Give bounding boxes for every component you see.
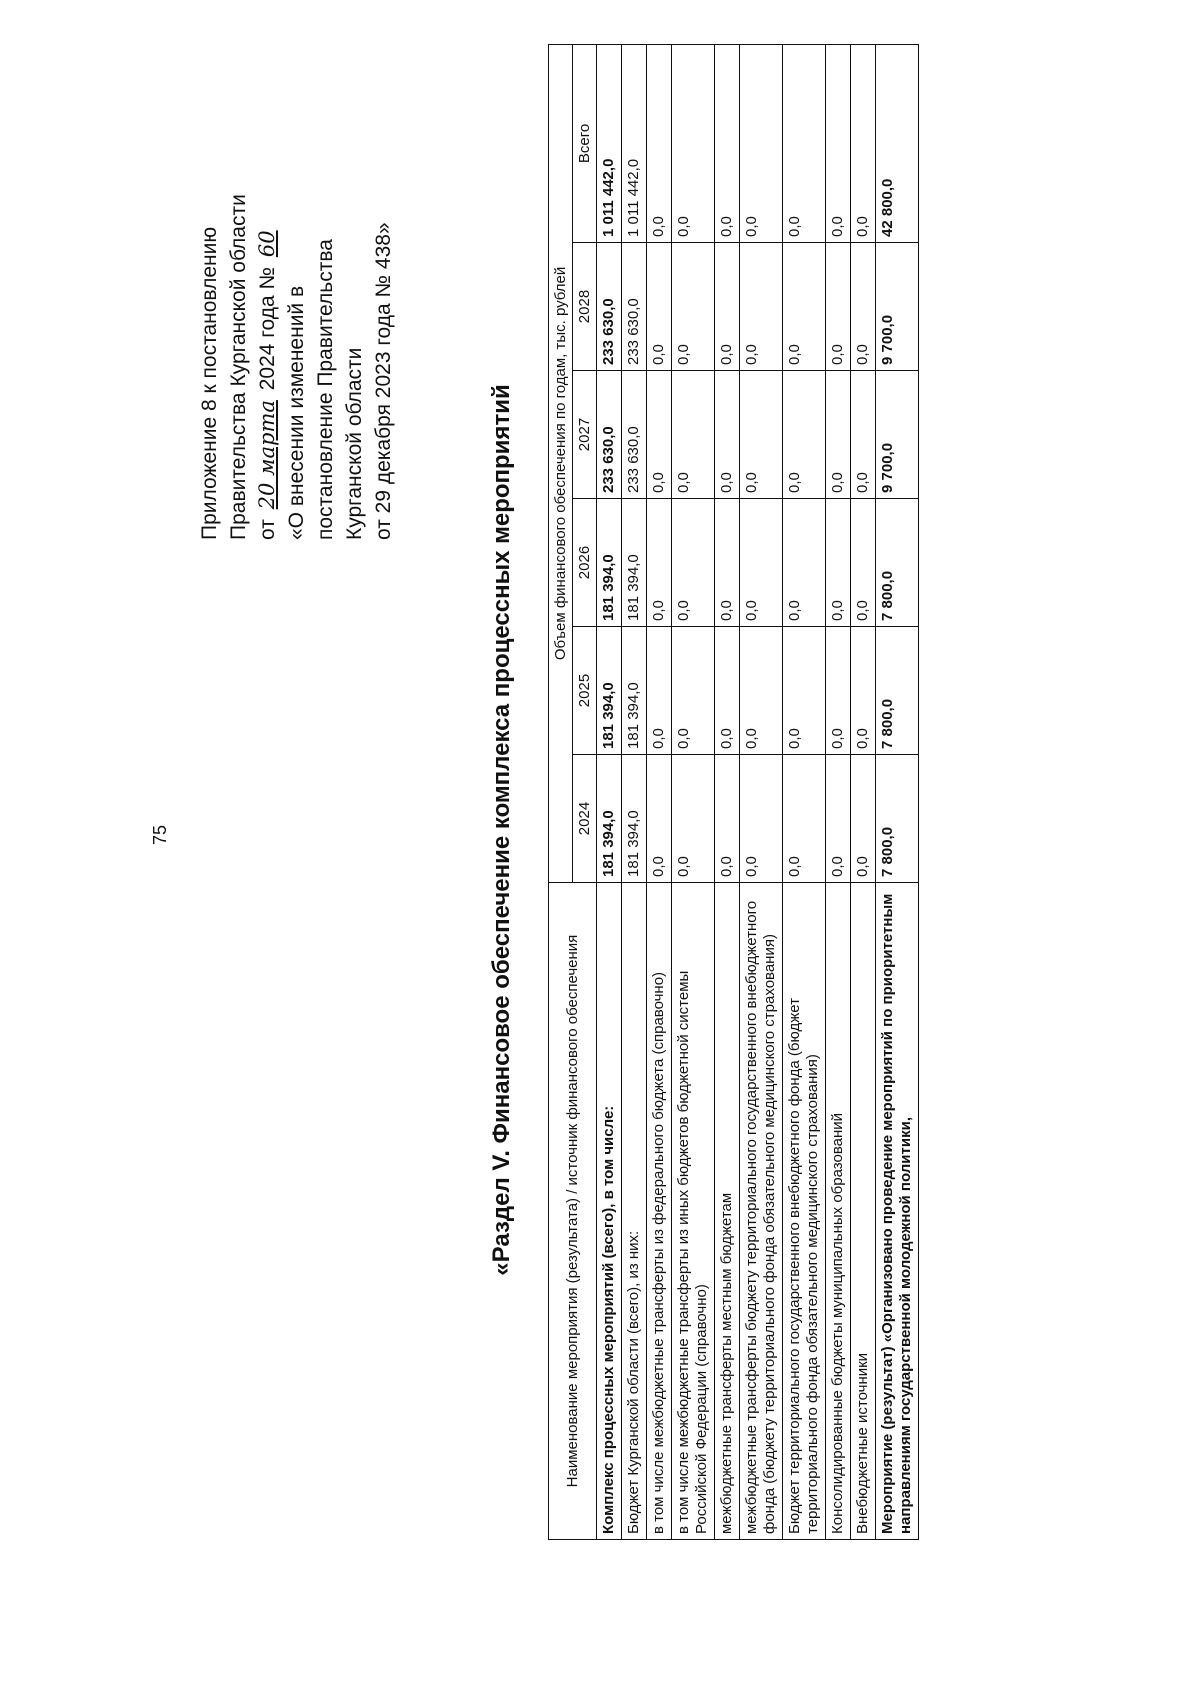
section-title: «Раздел V. Финансовое обеспечение комплекса процессных мероприятий	[488, 384, 515, 1276]
table-header-row	[549, 44, 573, 1539]
row-year-value: 181 394,0	[622, 499, 647, 627]
row-total-value: 0,0	[715, 44, 740, 242]
year-header: 2028	[573, 243, 597, 371]
row-year-value: 0,0	[851, 755, 876, 883]
table-row	[715, 44, 740, 1539]
row-year-value: 0,0	[783, 243, 826, 371]
table-row	[622, 44, 647, 1539]
row-year-value: 181 394,0	[622, 627, 647, 755]
row-label: Мероприятие (результат) «Организовано проведение мероприятий по приоритетным направлениям государственной молодежной политики,	[876, 883, 919, 1540]
row-year-value: 0,0	[826, 499, 851, 627]
table-row	[647, 44, 672, 1539]
year-header: 2025	[573, 627, 597, 755]
row-year-value: 0,0	[672, 371, 715, 499]
row-year-value: 0,0	[851, 499, 876, 627]
table-row	[876, 44, 919, 1539]
row-year-value: 0,0	[715, 371, 740, 499]
row-year-value: 7 800,0	[876, 499, 919, 627]
row-year-value: 0,0	[851, 243, 876, 371]
year-header: 2027	[573, 371, 597, 499]
row-year-value: 0,0	[740, 499, 783, 627]
appendix-line-1: Приложение 8 к постановлению	[198, 226, 221, 540]
row-year-value: 0,0	[826, 371, 851, 499]
year-header: 2026	[573, 499, 597, 627]
row-label: Бюджет Курганской области (всего), из них:	[622, 883, 647, 1540]
row-year-value: 0,0	[740, 627, 783, 755]
row-year-value: 181 394,0	[597, 755, 622, 883]
row-label: Внебюджетные источники	[851, 883, 876, 1540]
row-year-value: 0,0	[672, 499, 715, 627]
appendix-note	[195, 194, 398, 540]
table-row	[672, 44, 715, 1539]
row-year-value: 0,0	[647, 243, 672, 371]
row-year-value: 233 630,0	[622, 371, 647, 499]
handwritten-date: 20 марта	[255, 400, 279, 510]
appendix-line-6: Курганской области	[343, 347, 366, 540]
table-row	[597, 44, 622, 1539]
row-year-value: 181 394,0	[597, 499, 622, 627]
row-year-value: 181 394,0	[622, 755, 647, 883]
row-year-value: 0,0	[672, 627, 715, 755]
row-label: Консолидированные бюджеты муниципальных образований	[826, 883, 851, 1540]
row-year-value: 0,0	[851, 371, 876, 499]
appendix-line-4: «О внесении изменений в	[285, 285, 308, 540]
row-year-value: 233 630,0	[597, 243, 622, 371]
appendix-line-3	[253, 194, 282, 540]
row-year-value: 233 630,0	[622, 243, 647, 371]
page-number: 75	[150, 824, 170, 845]
row-label: в том числе межбюджетные трансферты из федерального бюджета (справочно)	[647, 883, 672, 1540]
year-header: 2024	[573, 755, 597, 883]
row-year-value: 0,0	[715, 243, 740, 371]
row-total-value: 0,0	[740, 44, 783, 242]
row-year-value: 0,0	[672, 755, 715, 883]
row-year-value: 0,0	[826, 243, 851, 371]
appendix-date-prefix: от	[256, 519, 279, 540]
row-label: Бюджет территориального государственного внебюджетного фонда (бюджет территориального фонда обязательного медицинского страхования)	[783, 883, 826, 1540]
financing-table	[548, 44, 919, 1540]
row-year-value: 0,0	[672, 243, 715, 371]
row-year-value: 7 800,0	[876, 755, 919, 883]
row-year-value: 0,0	[740, 243, 783, 371]
row-label: в том числе межбюджетные трансферты из иных бюджетов бюджетной системы Российской Федерации (справочно)	[672, 883, 715, 1540]
row-year-value: 0,0	[647, 755, 672, 883]
appendix-line-2: Правительства Курганской области	[227, 194, 250, 540]
row-year-value: 0,0	[715, 755, 740, 883]
row-total-value: 0,0	[672, 44, 715, 242]
total-header: Всего	[573, 44, 597, 242]
row-label: межбюджетные трансферты местным бюджетам	[715, 883, 740, 1540]
row-year-value: 0,0	[826, 755, 851, 883]
row-year-value: 0,0	[715, 499, 740, 627]
column-header-name: Наименование мероприятия (результата) / источник финансового обеспечения	[549, 883, 597, 1540]
handwritten-number: 60	[255, 230, 279, 258]
row-year-value: 0,0	[783, 499, 826, 627]
row-year-value: 7 800,0	[876, 627, 919, 755]
table-row	[740, 44, 783, 1539]
row-year-value: 9 700,0	[876, 371, 919, 499]
table-row	[826, 44, 851, 1539]
row-total-value: 0,0	[783, 44, 826, 242]
row-year-value: 181 394,0	[597, 627, 622, 755]
row-year-value: 0,0	[783, 371, 826, 499]
row-total-value: 42 800,0	[876, 44, 919, 242]
table-body	[597, 44, 919, 1539]
row-total-value: 0,0	[851, 44, 876, 242]
row-year-value: 9 700,0	[876, 243, 919, 371]
appendix-line-7: от 29 декабря 2023 года № 438»	[372, 222, 395, 540]
row-total-value: 0,0	[647, 44, 672, 242]
row-total-value: 0,0	[826, 44, 851, 242]
row-label: Комплекс процессных мероприятий (всего), в том числе:	[597, 883, 622, 1540]
row-year-value: 0,0	[783, 627, 826, 755]
row-year-value: 0,0	[647, 371, 672, 499]
row-total-value: 1 011 442,0	[597, 44, 622, 242]
row-total-value: 1 011 442,0	[622, 44, 647, 242]
row-year-value: 0,0	[783, 755, 826, 883]
row-year-value: 0,0	[826, 627, 851, 755]
row-year-value: 0,0	[647, 627, 672, 755]
appendix-line-5: постановление Правительства	[314, 239, 337, 540]
column-header-volume: Объем финансового обеспечения по годам, тыс. рублей	[549, 44, 573, 882]
row-label: межбюджетные трансферты бюджету территориального государственного внебюджетного фонда (бюджету территориального фонда обязательного медицинского страхования)	[740, 883, 783, 1540]
row-year-value: 233 630,0	[597, 371, 622, 499]
row-year-value: 0,0	[647, 499, 672, 627]
row-year-value: 0,0	[740, 755, 783, 883]
table-row	[851, 44, 876, 1539]
appendix-year-text: 2024 года №	[256, 266, 279, 391]
row-year-value: 0,0	[851, 627, 876, 755]
row-year-value: 0,0	[715, 627, 740, 755]
row-year-value: 0,0	[740, 371, 783, 499]
table-row	[783, 44, 826, 1539]
